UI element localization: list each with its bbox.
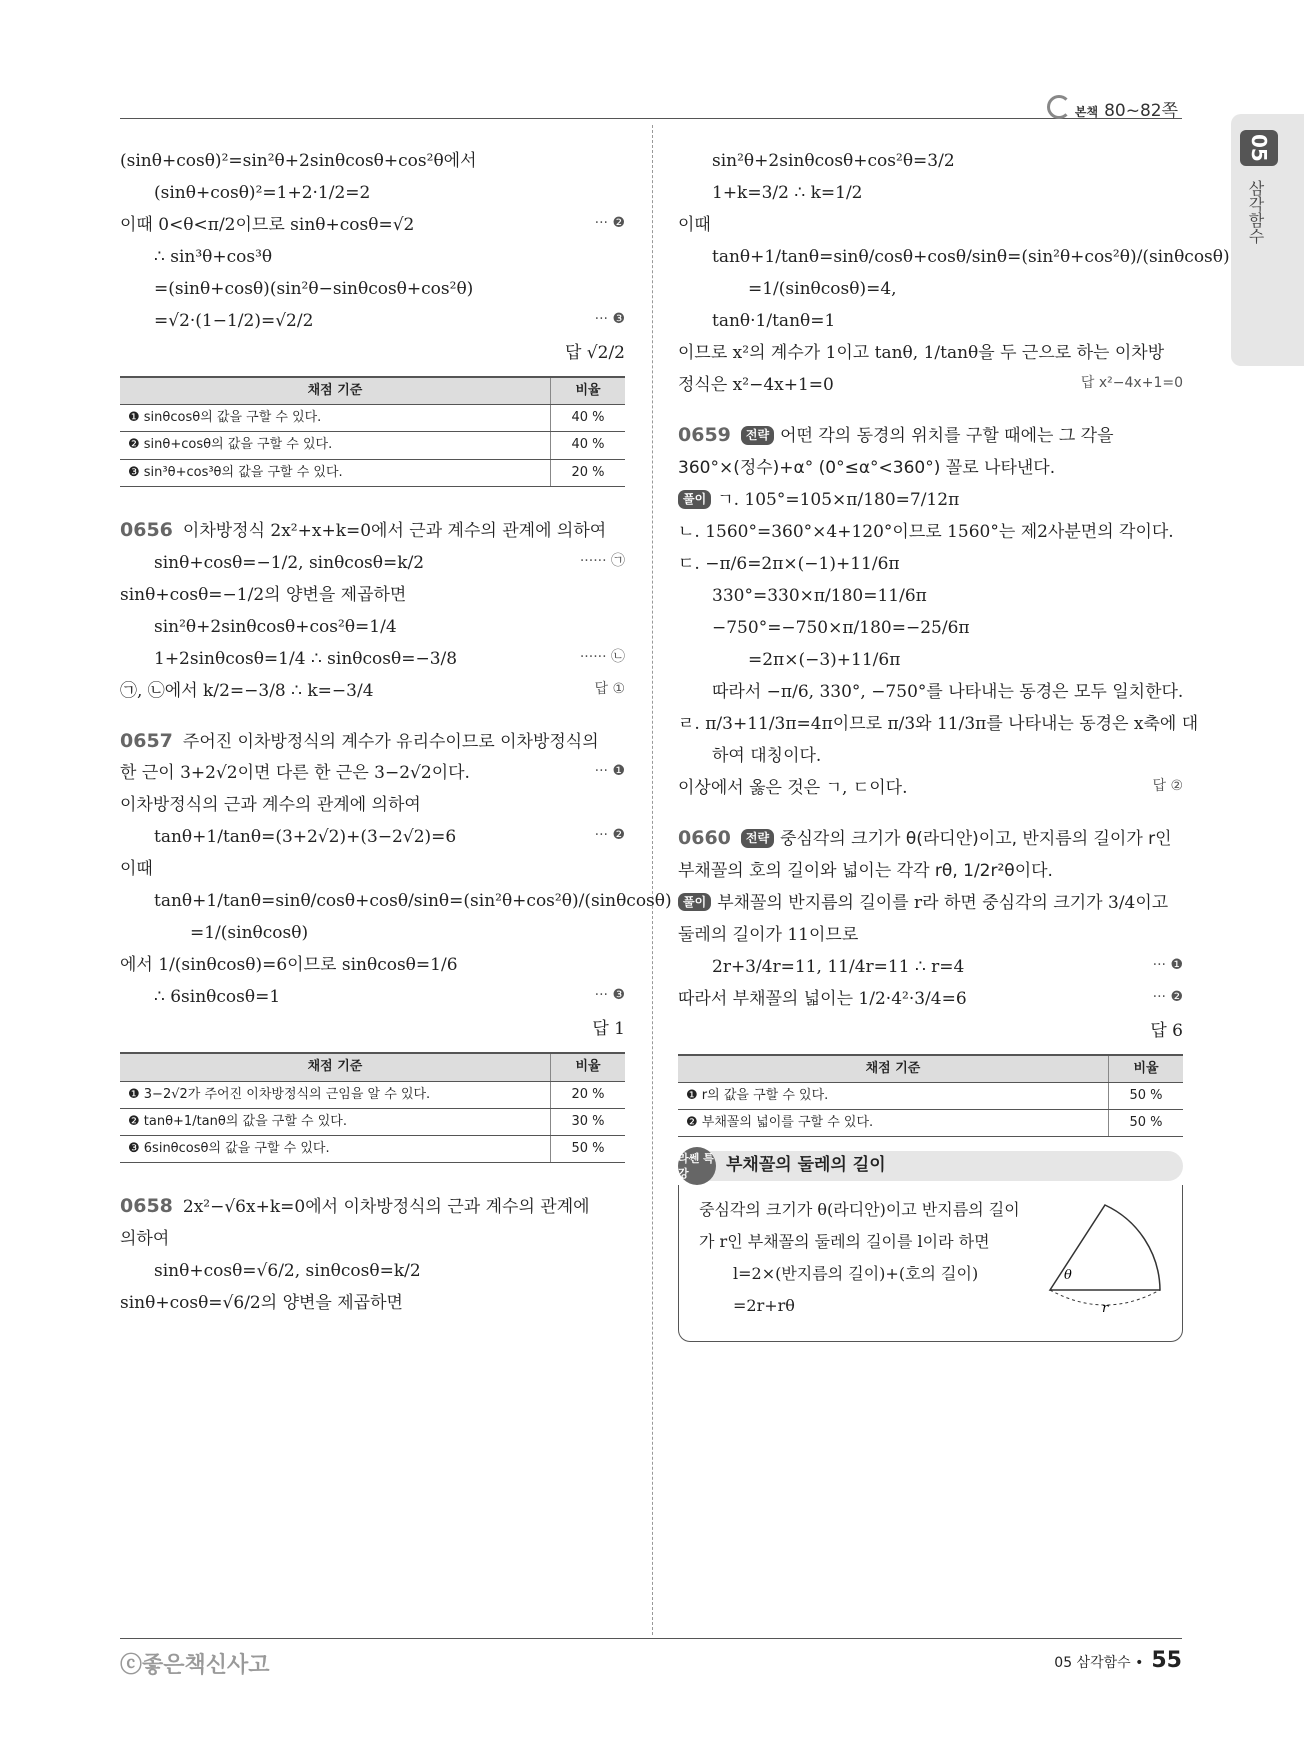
step-mark: ··· ❷ xyxy=(594,215,625,231)
chapter-title: 삼각함수 xyxy=(1246,180,1265,244)
answer: 답 ① xyxy=(594,680,625,697)
table-row: ❷ 부채꼴의 넓이를 구할 수 있다. 50 % xyxy=(678,1109,1183,1136)
arrow-circle-icon xyxy=(1047,95,1071,119)
text-line: 1+2sinθcosθ=1/4 ∴ sinθcosθ=−3/8 ······ ㉡ xyxy=(154,648,625,669)
text-line: 둘레의 길이가 11이므로 xyxy=(678,924,859,945)
step-mark: ······ ㉠ xyxy=(579,552,625,569)
problem-number: 0656 xyxy=(120,518,173,541)
text-line: 하여 대칭이다. xyxy=(712,745,822,766)
text-line: ∴ sin³θ+cos³θ xyxy=(154,247,273,267)
table-row: ❶ r의 값을 구할 수 있다. 50 % xyxy=(678,1082,1183,1109)
tip-title: 부채꼴의 둘레의 길이 xyxy=(726,1155,886,1176)
problem-0656: 0656 이차방정식 2x²+x+k=0에서 근과 계수의 관계에 의하여 xyxy=(120,518,607,541)
strategy-tag: 전략 xyxy=(741,426,774,445)
tip-badge: 라쎈 특강 xyxy=(678,1147,716,1185)
page-number: 55 xyxy=(1151,1648,1182,1673)
text-line: 이때 0<θ<π/2이므로 sinθ+cosθ=√2 ··· ❷ xyxy=(120,215,625,235)
text-line: =√2·(1−1/2)=√2/2 ··· ❸ xyxy=(154,311,625,331)
footer-rule xyxy=(120,1638,1182,1639)
table-row: ❸ 6sinθcosθ의 값을 구할 수 있다. 50 % xyxy=(120,1135,625,1162)
problem-number: 0659 xyxy=(678,424,731,446)
tip-box-header xyxy=(678,1151,1183,1181)
sector-diagram xyxy=(1040,1195,1170,1315)
text-line: ㄹ. π/3+11/3π=4π이므로 π/3와 11/3π를 나타내는 동경은 x축에 대 xyxy=(678,713,1199,734)
theta-label: θ xyxy=(1064,1268,1072,1284)
strategy-tag: 전략 xyxy=(741,829,774,848)
step-mark: ··· ❷ xyxy=(594,827,625,844)
text-line: =1/(sinθcosθ)=4, xyxy=(748,279,897,299)
table-row: ❶ 3−2√2가 주어진 이차방정식의 근임을 알 수 있다. 20 % xyxy=(120,1081,625,1108)
problem-number: 0660 xyxy=(678,826,731,849)
table-header: 비율 xyxy=(551,1053,626,1081)
step-mark: ··· ❷ xyxy=(1152,988,1183,1005)
problem-number: 0658 xyxy=(120,1195,173,1218)
text-line: 따라서 −π/6, 330°, −750°를 나타내는 동경은 모두 일치한다. xyxy=(712,681,1184,702)
table-header: 채점 기준 xyxy=(120,377,551,405)
text-line: 이상에서 옳은 것은 ㄱ, ㄷ이다. 답 ② xyxy=(678,777,1183,798)
left-column xyxy=(120,150,672,1324)
text-line: =(sinθ+cosθ)(sin²θ−sinθcosθ+cos²θ) xyxy=(154,279,474,299)
radius-label: r xyxy=(1102,1301,1109,1316)
problem-number: 0657 xyxy=(120,729,173,752)
problem-0660: 0660 전략 중심각의 크기가 θ(라디안)이고, 반지름의 길이가 r인 xyxy=(678,826,1172,849)
problem-0658: 0658 2x²−√6x+k=0에서 이차방정식의 근과 계수의 관계에 xyxy=(120,1195,590,1218)
text-line: 이때 xyxy=(678,215,711,235)
step-mark: ··· ❶ xyxy=(1152,956,1183,973)
solution-tag: 풀이 xyxy=(678,893,711,912)
text-line: ㉠, ㉡에서 k/2=−3/8 ∴ k=−3/4 답 ① xyxy=(120,680,625,701)
text-line: 에서 1/(sinθcosθ)=6이므로 sinθcosθ=1/6 xyxy=(120,955,458,976)
table-header: 비율 xyxy=(551,377,626,405)
tip-box xyxy=(678,1185,1183,1342)
header-rule xyxy=(120,118,1182,119)
solution-tag: 풀이 xyxy=(678,490,711,509)
text-line: sinθ+cosθ=−1/2, sinθcosθ=k/2 ······ ㉠ xyxy=(154,552,625,573)
problem-0657: 0657 주어진 이차방정식의 계수가 유리수이므로 이차방정식의 xyxy=(120,729,599,752)
text-line: 2r+3/4r=11, 11/4r=11 ∴ r=4 ··· ❶ xyxy=(712,956,1183,977)
answer: 답 √2/2 xyxy=(564,343,625,363)
text-line: (sinθ+cosθ)²=sin²θ+2sinθcosθ+cos²θ에서 xyxy=(120,151,477,171)
table-row: ❷ sinθ+cosθ의 값을 구할 수 있다. 40 % xyxy=(120,432,625,459)
scoring-table xyxy=(120,1052,625,1163)
column-divider xyxy=(652,125,653,1635)
table-header: 비율 xyxy=(1109,1055,1184,1083)
text-line: tanθ·1/tanθ=1 xyxy=(712,311,836,331)
text-line: 중심각의 크기가 θ(라디안)이고 반지름의 길이 xyxy=(699,1200,1020,1220)
step-mark: ······ ㉡ xyxy=(579,648,625,665)
text-line: ㄴ. 1560°=360°×4+120°이므로 1560°는 제2사분면의 각이다. xyxy=(678,521,1174,542)
step-mark: ··· ❶ xyxy=(594,763,625,780)
table-header: 채점 기준 xyxy=(678,1055,1109,1083)
text-line: =2π×(−3)+11/6π xyxy=(748,649,901,670)
text-line: sinθ+cosθ=√6/2의 양변을 제곱하면 xyxy=(120,1292,403,1313)
text-line: =1/(sinθcosθ) xyxy=(190,923,309,944)
text-line: −750°=−750×π/180=−25/6π xyxy=(712,617,970,638)
chapter-number: 05 xyxy=(1240,130,1278,166)
scoring-table xyxy=(678,1054,1183,1138)
text-line: 360°×(정수)+α° (0°≤α°<360°) 꼴로 나타낸다. xyxy=(678,457,1056,478)
page-reference: 본책 80~82쪽 xyxy=(1047,95,1178,121)
text-line: (sinθ+cosθ)²=1+2·1/2=2 xyxy=(154,183,371,203)
text-line: 1+k=3/2 ∴ k=1/2 xyxy=(712,183,863,203)
text-line: 정식은 x²−4x+1=0 답 x²−4x+1=0 xyxy=(678,375,1183,395)
answer: 답 x²−4x+1=0 xyxy=(1080,375,1183,391)
table-row: ❷ tanθ+1/tanθ의 값을 구할 수 있다. 30 % xyxy=(120,1108,625,1135)
text-line: sin²θ+2sinθcosθ+cos²θ=3/2 xyxy=(712,151,955,171)
text-line: sinθ+cosθ=√6/2, sinθcosθ=k/2 xyxy=(154,1260,421,1281)
step-mark: ··· ❸ xyxy=(594,311,625,327)
text-line: =2r+rθ xyxy=(733,1296,795,1316)
text-line: 가 r인 부채꼴의 둘레의 길이를 l이라 하면 xyxy=(699,1232,990,1252)
answer: 답 1 xyxy=(592,1019,625,1040)
text-line: tanθ+1/tanθ=sinθ/cosθ+cosθ/sinθ=(sin²θ+cos²θ)/(sinθcosθ) xyxy=(154,891,672,912)
text-line: sin²θ+2sinθcosθ+cos²θ=1/4 xyxy=(154,616,397,637)
page-footer: 05 삼각함수 • 55 xyxy=(1054,1648,1182,1673)
answer: 답 6 xyxy=(1150,1020,1183,1041)
table-header: 채점 기준 xyxy=(120,1053,551,1081)
right-column xyxy=(678,150,1230,1342)
table-row: ❸ sin³θ+cos³θ의 값을 구할 수 있다. 20 % xyxy=(120,459,625,486)
text-line: ㄷ. −π/6=2π×(−1)+11/6π xyxy=(678,553,900,574)
text-line: sinθ+cosθ=−1/2의 양변을 제곱하면 xyxy=(120,584,407,605)
text-line: 풀이 ㄱ. 105°=105×π/180=7/12π xyxy=(678,489,1183,513)
text-line: 한 근이 3+2√2이면 다른 한 근은 3−2√2이다. ··· ❶ xyxy=(120,763,625,784)
answer: 답 ② xyxy=(1152,777,1183,794)
text-line: 이므로 x²의 계수가 1이고 tanθ, 1/tanθ을 두 근으로 하는 이차방 xyxy=(678,343,1165,363)
text-line: tanθ+1/tanθ=(3+2√2)+(3−2√2)=6 ··· ❷ xyxy=(154,827,625,848)
problem-0659: 0659 전략 어떤 각의 동경의 위치를 구할 때에는 그 각을 xyxy=(678,424,1114,446)
text-line: ∴ 6sinθcosθ=1 ··· ❸ xyxy=(154,987,625,1008)
text-line: 이때 xyxy=(120,859,153,880)
scoring-table xyxy=(120,376,625,487)
step-mark: ··· ❸ xyxy=(594,987,625,1004)
publisher: ⓒ좋은책신사고 xyxy=(120,1653,270,1678)
text-line: l=2×(반지름의 길이)+(호의 길이) xyxy=(733,1264,979,1284)
text-line: 풀이 부채꼴의 반지름의 길이를 r라 하면 중심각의 크기가 3/4이고 xyxy=(678,892,1183,916)
text-line: 부채꼴의 호의 길이와 넓이는 각각 rθ, 1/2r²θ이다. xyxy=(678,860,1053,881)
text-line: 330°=330×π/180=11/6π xyxy=(712,585,927,606)
text-line: 이차방정식의 근과 계수의 관계에 의하여 xyxy=(120,795,421,816)
text-line: tanθ+1/tanθ=sinθ/cosθ+cosθ/sinθ=(sin²θ+cos²θ)/(sinθcosθ) xyxy=(712,247,1230,267)
text-line: 의하여 xyxy=(120,1228,170,1249)
table-row: ❶ sinθcosθ의 값을 구할 수 있다. 40 % xyxy=(120,405,625,432)
text-line: 따라서 부채꼴의 넓이는 1/2·4²·3/4=6 ··· ❷ xyxy=(678,988,1183,1009)
